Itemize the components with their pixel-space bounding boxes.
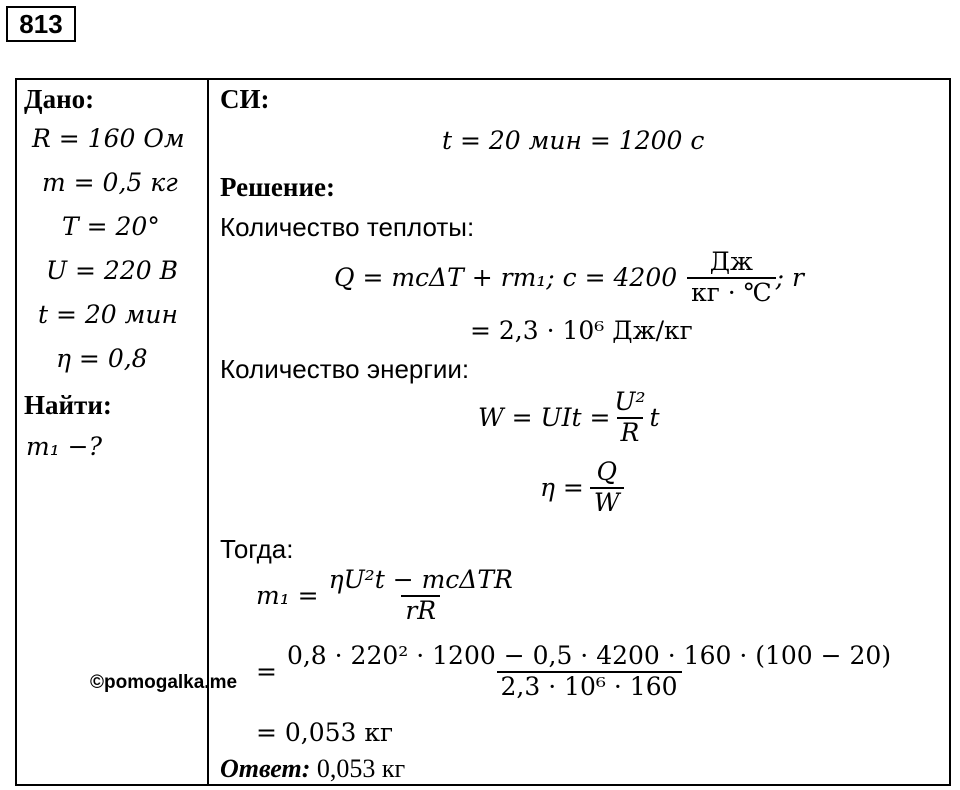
given-temperature: T = 20° xyxy=(62,212,160,241)
substitution-lhs: = xyxy=(256,657,277,687)
given-efficiency: η = 0,8 xyxy=(56,344,148,373)
heat-unit-fraction xyxy=(687,248,776,308)
given-resistance: R = 160 Ом xyxy=(32,124,185,153)
heat-formula xyxy=(334,248,804,308)
given-voltage: U = 220 В xyxy=(46,256,178,285)
heat-r-value: = 2,3 · 10⁶ Дж/кг xyxy=(470,316,693,345)
result: = 0,053 кг xyxy=(256,718,394,747)
m1-lhs: m₁ = xyxy=(256,581,319,611)
answer-label: Ответ: xyxy=(220,754,311,783)
m1-fraction xyxy=(325,566,517,626)
problem-number: 813 xyxy=(6,6,76,42)
energy-formula-tail: t xyxy=(649,403,660,433)
substitution-denominator: 2,3 · 10⁶ · 160 xyxy=(497,671,682,702)
given-header: Дано: xyxy=(24,84,95,114)
answer-line xyxy=(220,754,405,784)
heat-formula-lhs: Q = mcΔT + rm₁; c = 4200 xyxy=(334,263,678,293)
substitution-formula xyxy=(256,642,895,702)
energy-formula-lhs: W = UIt = xyxy=(478,403,611,433)
energy-formula xyxy=(478,388,660,448)
find-value: m₁ −? xyxy=(26,432,103,461)
si-header: СИ: xyxy=(220,84,270,114)
then-label: Тогда: xyxy=(220,534,294,564)
heat-unit-denominator: кг · ℃ xyxy=(687,277,776,308)
efficiency-denominator: W xyxy=(590,487,624,518)
substitution-numerator: 0,8 · 220² · 1200 − 0,5 · 4200 · 160 · (100 − 20) xyxy=(286,641,892,670)
solution-header: Решение: xyxy=(220,172,335,202)
energy-fraction xyxy=(610,388,649,448)
energy-denominator: R xyxy=(617,417,644,448)
find-header: Найти: xyxy=(24,390,112,420)
given-mass: m = 0,5 кг xyxy=(42,168,178,197)
efficiency-numerator: Q xyxy=(596,457,617,486)
substitution-fraction xyxy=(283,642,895,702)
heat-unit-numerator: Дж xyxy=(709,247,754,276)
efficiency-formula xyxy=(540,458,624,518)
m1-denominator: rR xyxy=(401,595,440,626)
heat-label: Количество теплоты: xyxy=(220,212,475,242)
m1-formula xyxy=(256,566,517,626)
watermark: ©pomogalka.me xyxy=(90,672,238,693)
given-time: t = 20 мин xyxy=(38,300,178,329)
efficiency-lhs: η = xyxy=(540,473,584,503)
energy-label: Количество энергии: xyxy=(220,354,470,384)
efficiency-fraction xyxy=(590,458,624,518)
si-conversion: t = 20 мин = 1200 с xyxy=(442,126,705,155)
heat-formula-tail: ; r xyxy=(775,263,804,293)
answer-value: 0,053 кг xyxy=(316,754,406,783)
m1-numerator: ηU²t − mcΔTR xyxy=(328,565,513,594)
energy-numerator: U² xyxy=(614,387,646,416)
